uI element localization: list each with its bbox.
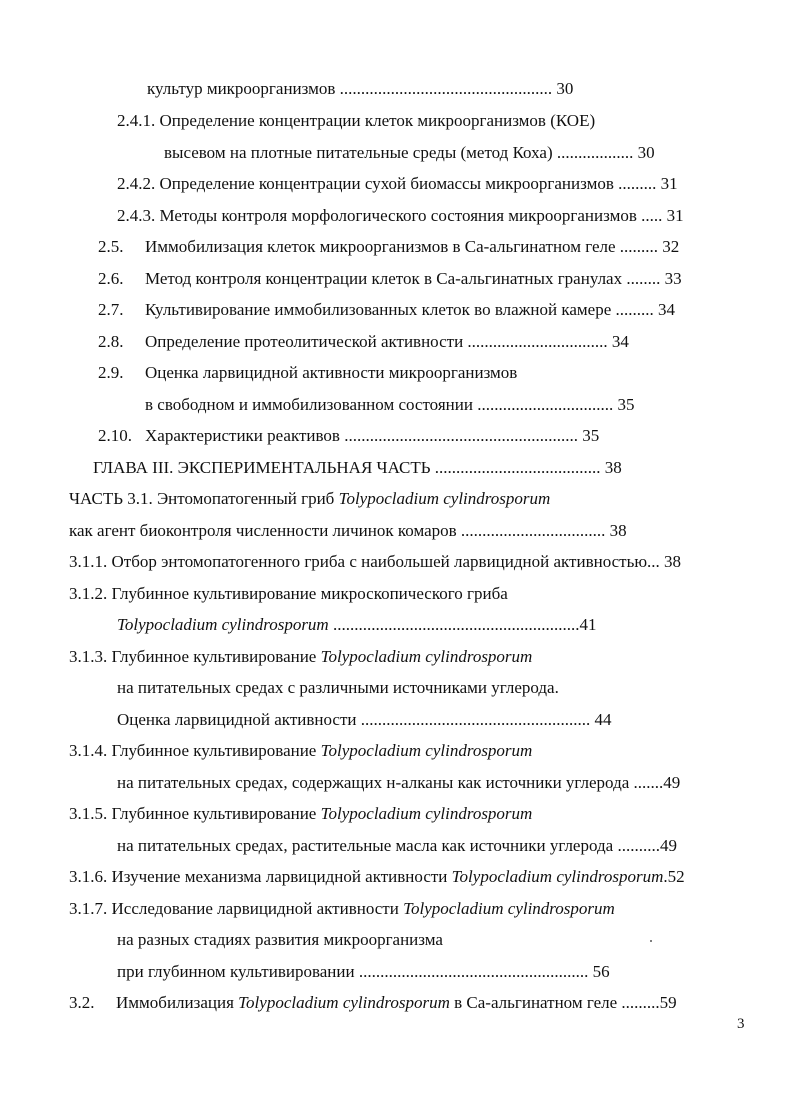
toc-text: 3.1.7. Исследование ларвицидной активности xyxy=(69,899,404,918)
toc-text: Иммобилизация клеток микроорганизмов в Са-альгинатном геле ......... 32 xyxy=(145,237,680,256)
species-name: Tolypocladium cylindrosporum xyxy=(451,867,664,886)
toc-line: на питательных средах, содержащих н-алканы как источники углерода .......49 xyxy=(117,773,681,792)
species-name: Tolypocladium cylindrosporum xyxy=(320,804,533,823)
toc-line xyxy=(117,173,678,195)
toc-line xyxy=(69,866,685,888)
toc-text: 3.1.3. Глубинное культивирование xyxy=(69,647,321,666)
toc-line: 3.1.2. Глубинное культивирование микроскопического гриба xyxy=(69,584,508,603)
toc-text: 3.1.6. Изучение механизма ларвицидной активности xyxy=(69,867,452,886)
toc-line: на разных стадиях развития микроорганизма xyxy=(117,930,443,949)
toc-line xyxy=(69,898,615,920)
toc-number: 2.6. xyxy=(98,269,124,288)
species-name: Tolypocladium cylindrosporum xyxy=(403,899,615,918)
page-number: 3 xyxy=(737,1016,745,1032)
toc-number: 3.2. xyxy=(69,993,95,1012)
toc-line: культур микроорганизмов .................................................. 30 xyxy=(147,79,574,98)
toc-line: при глубинном культивировании ...................................................... 56 xyxy=(117,962,610,981)
toc-number: 2.9. xyxy=(98,363,124,382)
toc-page-ref: .52 xyxy=(663,867,685,886)
toc-number: 2.5. xyxy=(98,237,124,256)
toc-line: на питательных средах, растительные масла как источники углерода ..........49 xyxy=(117,836,677,855)
toc-number: 2.4.1. xyxy=(117,111,156,130)
toc-line xyxy=(117,110,595,132)
toc-line: Оценка ларвицидной активности ...................................................... 44 xyxy=(117,710,612,729)
toc-text: Оценка ларвицидной активности микроорганизмов xyxy=(145,363,518,382)
toc-line: в свободном и иммобилизованном состоянии ................................ 35 xyxy=(145,395,635,414)
toc-line xyxy=(69,488,550,510)
toc-line xyxy=(98,425,599,447)
species-name: Tolypocladium cylindrosporum xyxy=(238,993,450,1012)
toc-text: ..........................................................41 xyxy=(328,615,597,634)
toc-line xyxy=(69,740,532,762)
species-name: Tolypocladium cylindrosporum xyxy=(320,741,533,760)
toc-line xyxy=(69,992,677,1014)
toc-line xyxy=(98,268,682,290)
toc-line xyxy=(98,236,679,258)
toc-text: 3.1.4. Глубинное культивирование xyxy=(69,741,321,760)
species-name: Tolypocladium cylindrosporum xyxy=(338,489,551,508)
toc-text: Иммобилизация xyxy=(116,993,239,1012)
toc-line: высевом на плотные питательные среды (метод Коха) .................. 30 xyxy=(164,143,655,162)
toc-text: Культивирование иммобилизованных клеток во влажной камере ......... 34 xyxy=(145,300,675,319)
toc-number: 2.4.2. xyxy=(117,174,156,193)
toc-text: Определение концентрации клеток микроорганизмов (КОЕ) xyxy=(155,111,596,130)
toc-text: Определение концентрации сухой биомассы микроорганизмов ......... 31 xyxy=(155,174,678,193)
toc-line: на питательных средах с различными источниками углерода. xyxy=(117,678,559,697)
toc-text: Методы контроля морфологического состояния микроорганизмов ..... 31 xyxy=(155,206,684,225)
species-name: Tolypocladium cylindrosporum xyxy=(117,615,329,634)
toc-number: 2.7. xyxy=(98,300,124,319)
toc-line xyxy=(69,803,532,825)
chapter-heading: ГЛАВА III. ЭКСПЕРИМЕНТАЛЬНАЯ ЧАСТЬ ....................................... 38 xyxy=(93,458,622,477)
toc-text: Характеристики реактивов ....................................................... 35 xyxy=(145,426,600,445)
toc-line: как агент биоконтроля численности личинок комаров .................................. 38 xyxy=(69,521,627,540)
toc-number: 2.8. xyxy=(98,332,124,351)
toc-line xyxy=(98,299,675,321)
toc-text: Определение протеолитической активности ................................. 34 xyxy=(145,332,629,351)
toc-line xyxy=(98,362,517,384)
toc-line xyxy=(69,646,532,668)
toc-line xyxy=(117,614,596,636)
toc-text: 3.1.5. Глубинное культивирование xyxy=(69,804,321,823)
toc-number: 2.10. xyxy=(98,426,132,445)
toc-text: в Са-альгинатном геле .........59 xyxy=(449,993,677,1012)
toc-number: 2.4.3. xyxy=(117,206,156,225)
toc-text: ЧАСТЬ 3.1. Энтомопатогенный гриб xyxy=(69,489,339,508)
toc-line xyxy=(98,331,629,353)
species-name: Tolypocladium cylindrosporum xyxy=(320,647,533,666)
toc-text: Метод контроля концентрации клеток в Са-альгинатных гранулах ........ 33 xyxy=(145,269,682,288)
toc-line xyxy=(117,205,684,227)
toc-line: 3.1.1. Отбор энтомопатогенного гриба с наибольшей ларвицидной активностью... 38 xyxy=(69,552,682,571)
scan-speck xyxy=(650,940,652,942)
